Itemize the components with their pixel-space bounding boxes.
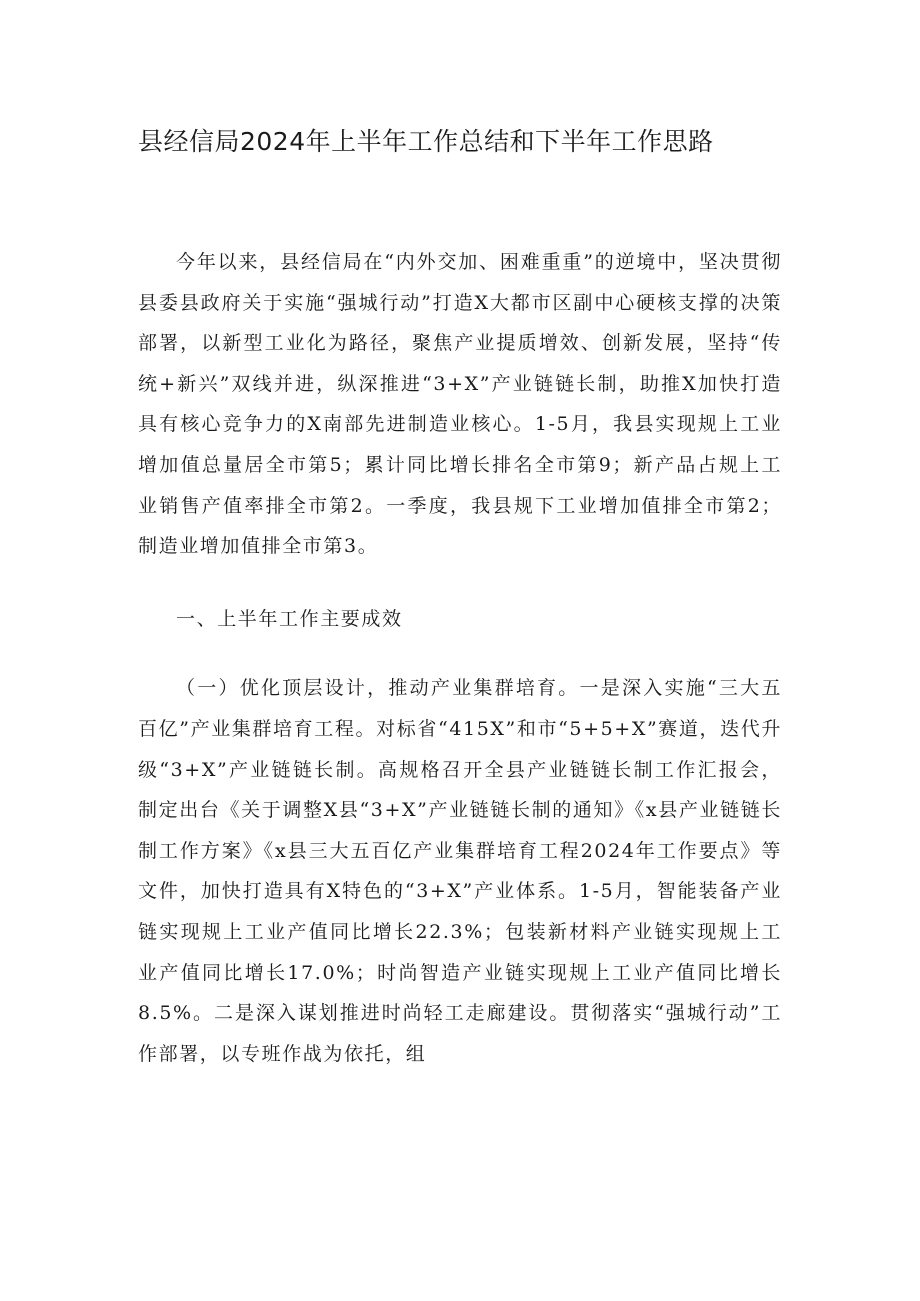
intro-paragraph: 今年以来，县经信局在“内外交加、困难重重”的逆境中，坚决贯彻县委县政府关于实施“强城行动”打造X大都市区副中心硬核支撑的决策部署，以新型工业化为路径，聚焦产业提质增效、创新发展，坚持“传统+新兴”双线并进，纵深推进“3+X”产业链链长制，助推X加快打造具有核心竞争力的X南部先进制造业核心。1-5月，我县实现规上工业增加值总量居全市第5；累计同比增长排名全市第9；新产品占规上工业销售产值率排全市第2。一季度，我县规下工业增加值排全市第2；制造业增加值排全市第3。 bbox=[138, 251, 782, 558]
document-body bbox=[138, 242, 782, 1074]
document-title: 县经信局2024年上半年工作总结和下半年工作思路 bbox=[138, 127, 714, 156]
section-paragraph: （一）优化顶层设计，推动产业集群培育。一是深入实施“三大五百亿”产业集群培育工程。对标省“415X”和市“5+5+X”赛道，迭代升级“3+X”产业链链长制。高规格召开全县产业链链长制工作汇报会，制定出台《关于调整X县“3+X”产业链链长制的通知》《x县产业链链长制工作方案》《x县三大五百亿产业集群培育工程2024年工作要点》等文件，加快打造具有X特色的“3+X”产业体系。1-5月，智能装备产业链实现规上工业产值同比增长22.3%；包装新材料产业链实现规上工业产值同比增长17.0%；时尚智造产业链实现规上工业产值同比增长8.5%。二是深入谋划推进时尚轻工走廊建设。贯彻落实“强城行动”工作部署，以专班作战为依托，组 bbox=[138, 677, 782, 1065]
section-heading: 一、上半年工作主要成效 bbox=[176, 607, 403, 630]
